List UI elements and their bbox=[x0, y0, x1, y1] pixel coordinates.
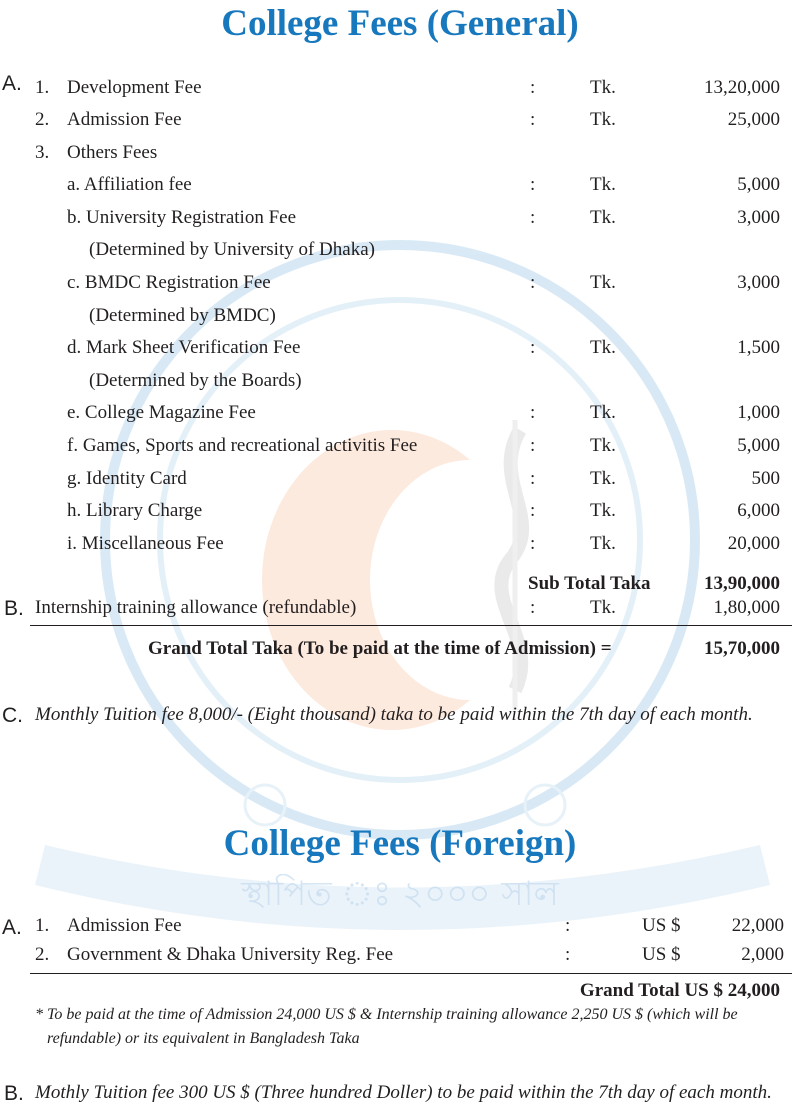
general-monthly-note: Monthly Tuition fee 8,000/- (Eight thousand) taka to be paid within the 7th day of each month. bbox=[35, 704, 753, 725]
foreign-footnote-line1: * To be paid at the time of Admission 24,000 US $ & Internship training allowance 2,250 US $ (which will be bbox=[35, 1006, 738, 1023]
admission-fee-colon: : bbox=[530, 109, 536, 130]
games-sports-fee-colon: : bbox=[530, 435, 536, 456]
library-charge-label: h. Library Charge bbox=[67, 500, 203, 521]
foreign-row-label: Admission Fee bbox=[67, 915, 182, 936]
admission-fee-amount: 25,000 bbox=[727, 109, 780, 130]
university-registration-fee-label: b. University Registration Fee bbox=[67, 207, 297, 228]
development-fee-label: Development Fee bbox=[67, 77, 202, 98]
admission-fee-number: 2. bbox=[35, 109, 50, 130]
general-section-a-marker: A. bbox=[2, 72, 22, 95]
others-fees-number: 3. bbox=[35, 142, 50, 163]
foreign-title: College Fees (Foreign) bbox=[223, 823, 577, 864]
foreign-monthly-note: Mothly Tuition fee 300 US $ (Three hundred Doller) to be paid within the 7th day of each month. bbox=[35, 1082, 772, 1103]
divider-line bbox=[30, 625, 792, 626]
general-title: College Fees (General) bbox=[221, 3, 579, 44]
games-sports-fee-amount: 5,000 bbox=[737, 435, 780, 456]
affiliation-fee-colon: : bbox=[530, 174, 536, 195]
foreign-section-a-marker: A. bbox=[2, 916, 22, 939]
crescent-icon bbox=[262, 430, 470, 730]
admission-fee-currency: Tk. bbox=[590, 109, 616, 130]
general-section-b-marker: B. bbox=[4, 597, 24, 620]
internship-amount: 1,80,000 bbox=[713, 597, 780, 618]
mark-sheet-verification-fee-currency: Tk. bbox=[590, 337, 616, 358]
identity-card-fee-currency: Tk. bbox=[590, 468, 616, 489]
affiliation-fee-amount: 5,000 bbox=[737, 174, 780, 195]
mark-sheet-verification-fee-colon: : bbox=[530, 337, 536, 358]
general-section-c-marker: C. bbox=[2, 704, 23, 727]
identity-card-fee-amount: 500 bbox=[751, 468, 780, 489]
development-fee-amount: 13,20,000 bbox=[704, 77, 780, 98]
grand-total-amount: 15,70,000 bbox=[704, 638, 780, 659]
library-charge-colon: : bbox=[530, 500, 536, 521]
miscellaneous-fee-label: i. Miscellaneous Fee bbox=[67, 533, 224, 554]
foreign-row-label: Government & Dhaka University Reg. Fee bbox=[67, 944, 394, 965]
bmdc-registration-fee-amount: 3,000 bbox=[737, 272, 780, 293]
seal-text: স্থাপিত ঃ ২০০০ সাল bbox=[241, 874, 559, 914]
mark-sheet-verification-note-label: (Determined by the Boards) bbox=[89, 370, 302, 391]
library-charge-amount: 6,000 bbox=[737, 500, 780, 521]
admission-fee-label: Admission Fee bbox=[67, 109, 182, 130]
bmdc-registration-note-label: (Determined by BMDC) bbox=[89, 305, 276, 326]
university-registration-note-label: (Determined by University of Dhaka) bbox=[89, 239, 375, 260]
college-magazine-fee-label: e. College Magazine Fee bbox=[67, 402, 256, 423]
foreign-footnote-line2: refundable) or its equivalent in Bangladesh Taka bbox=[47, 1030, 360, 1047]
internship-label: Internship training allowance (refundable) bbox=[35, 597, 357, 618]
development-fee-colon: : bbox=[530, 77, 536, 98]
foreign-divider-line bbox=[30, 973, 792, 974]
bmdc-registration-fee-currency: Tk. bbox=[590, 272, 616, 293]
foreign-section-b-marker: B. bbox=[4, 1082, 24, 1105]
foreign-row-currency: US $ bbox=[642, 915, 681, 936]
mark-sheet-verification-fee-label: d. Mark Sheet Verification Fee bbox=[67, 337, 301, 358]
miscellaneous-fee-currency: Tk. bbox=[590, 533, 616, 554]
subtotal-label: Sub Total Taka bbox=[528, 573, 651, 594]
college-magazine-fee-colon: : bbox=[530, 402, 536, 423]
games-sports-fee-currency: Tk. bbox=[590, 435, 616, 456]
mark-sheet-verification-fee-amount: 1,500 bbox=[737, 337, 780, 358]
identity-card-fee-colon: : bbox=[530, 468, 536, 489]
internship-currency: Tk. bbox=[590, 597, 616, 618]
affiliation-fee-label: a. Affiliation fee bbox=[67, 174, 192, 195]
internship-colon: : bbox=[530, 597, 536, 618]
foreign-row-colon: : bbox=[565, 915, 571, 936]
identity-card-fee-label: g. Identity Card bbox=[67, 468, 187, 489]
university-registration-fee-currency: Tk. bbox=[590, 207, 616, 228]
miscellaneous-fee-colon: : bbox=[530, 533, 536, 554]
foreign-row-amount: 22,000 bbox=[731, 915, 784, 936]
foreign-row-number: 1. bbox=[35, 915, 50, 936]
miscellaneous-fee-amount: 20,000 bbox=[727, 533, 780, 554]
grand-total-label: Grand Total Taka (To be paid at the time of Admission) = bbox=[148, 638, 612, 659]
others-fees-label: Others Fees bbox=[67, 142, 158, 163]
library-charge-currency: Tk. bbox=[590, 500, 616, 521]
foreign-grand-total: Grand Total US $ 24,000 bbox=[579, 980, 780, 1001]
foreign-row-amount: 2,000 bbox=[741, 944, 784, 965]
subtotal-amount: 13,90,000 bbox=[704, 573, 780, 594]
foreign-row-number: 2. bbox=[35, 944, 50, 965]
foreign-row-currency: US $ bbox=[642, 944, 681, 965]
development-fee-currency: Tk. bbox=[590, 77, 616, 98]
games-sports-fee-label: f. Games, Sports and recreational activitis Fee bbox=[67, 435, 418, 456]
college-magazine-fee-currency: Tk. bbox=[590, 402, 616, 423]
bmdc-registration-fee-colon: : bbox=[530, 272, 536, 293]
development-fee-number: 1. bbox=[35, 77, 50, 98]
affiliation-fee-currency: Tk. bbox=[590, 174, 616, 195]
university-registration-fee-colon: : bbox=[530, 207, 536, 228]
college-magazine-fee-amount: 1,000 bbox=[737, 402, 780, 423]
foreign-row-colon: : bbox=[565, 944, 571, 965]
bmdc-registration-fee-label: c. BMDC Registration Fee bbox=[67, 272, 271, 293]
university-registration-fee-amount: 3,000 bbox=[737, 207, 780, 228]
